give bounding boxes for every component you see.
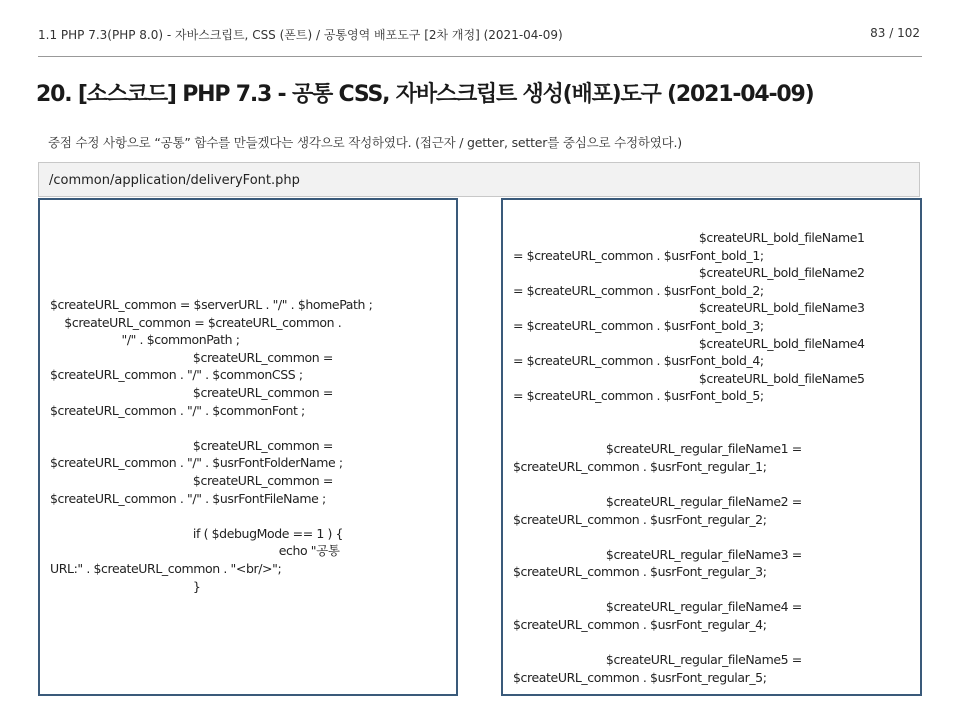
file-path-bar: /common/application/deliveryFont.php bbox=[38, 162, 920, 197]
code-line: $createURL_common = bbox=[50, 384, 333, 400]
code-line: $createURL_common = bbox=[50, 349, 333, 365]
code-line bbox=[50, 419, 452, 437]
code-panel-right bbox=[501, 198, 922, 696]
code-line: echo "공통 bbox=[50, 543, 340, 559]
header-breadcrumb: 1.1 PHP 7.3(PHP 8.0) - 자바스크립트, CSS (폰트) / 공통영역 배포도구 [2차 개정] (2021-04-09) bbox=[38, 28, 563, 42]
code-line: = $createURL_common . $usrFont_bold_4; bbox=[513, 353, 764, 369]
code-line: $createURL_common . $usrFont_regular_1; bbox=[513, 458, 767, 474]
code-line: $createURL_common = bbox=[50, 472, 333, 488]
code-line: $createURL_common . $usrFont_regular_4; bbox=[513, 617, 767, 633]
code-line bbox=[513, 634, 916, 652]
code-line: } bbox=[50, 578, 201, 594]
code-panel-left bbox=[38, 198, 458, 696]
code-line: if ( $debugMode == 1 ) { bbox=[50, 525, 344, 541]
code-line: $createURL_common . $usrFont_regular_2; bbox=[513, 511, 767, 527]
code-line: $createURL_regular_fileName1 = bbox=[513, 441, 802, 457]
code-line bbox=[513, 475, 916, 493]
code-line: $createURL_bold_fileName2 bbox=[513, 265, 865, 281]
code-line: = $createURL_common . $usrFont_bold_3; bbox=[513, 317, 764, 333]
code-line: $createURL_common . $usrFont_regular_5; bbox=[513, 669, 767, 685]
code-line: URL:" . $createURL_common . "<br/>"; bbox=[50, 560, 282, 576]
code-line bbox=[513, 423, 916, 441]
code-line: $createURL_bold_fileName3 bbox=[513, 300, 865, 316]
code-line: $createURL_common = $createURL_common . bbox=[50, 314, 342, 330]
header-divider bbox=[38, 56, 922, 57]
code-line: $createURL_regular_fileName3 = bbox=[513, 546, 802, 562]
code-line: $createURL_common . $usrFont_regular_3; bbox=[513, 564, 767, 580]
code-line: $createURL_bold_fileName4 bbox=[513, 335, 865, 351]
intro-text: 중점 수정 사항으로 “공통” 함수를 만들겠다는 생각으로 작성하였다. (접근자 / getter, setter를 중심으로 수정하였다.) bbox=[48, 135, 682, 150]
code-line: $createURL_common . "/" . $commonFont ; bbox=[50, 402, 305, 418]
code-line bbox=[513, 528, 916, 546]
code-line: $createURL_bold_fileName5 bbox=[513, 370, 865, 386]
code-line: $createURL_common . "/" . $usrFontFileName ; bbox=[50, 490, 326, 506]
code-line: = $createURL_common . $usrFont_bold_5; bbox=[513, 388, 764, 404]
code-line: = $createURL_common . $usrFont_bold_1; bbox=[513, 247, 764, 263]
code-line: $createURL_regular_fileName5 = bbox=[513, 652, 802, 668]
code-line: = $createURL_common . $usrFont_bold_2; bbox=[513, 282, 764, 298]
code-line: $createURL_common = bbox=[50, 437, 333, 453]
code-line: $createURL_regular_fileName2 = bbox=[513, 493, 802, 509]
page-number: 83 / 102 bbox=[870, 26, 920, 40]
code-line: "/" . $commonPath ; bbox=[50, 332, 240, 348]
code-line bbox=[513, 405, 916, 423]
code-line: $createURL_regular_fileName4 = bbox=[513, 599, 802, 615]
code-line: $createURL_common . "/" . $usrFontFolderName ; bbox=[50, 455, 343, 471]
code-line bbox=[513, 581, 916, 599]
code-line: $createURL_bold_fileName1 bbox=[513, 230, 865, 245]
code-line bbox=[50, 507, 452, 525]
page-title: 20. [소스코드] PHP 7.3 - 공통 CSS, 자바스크립트 생성(배포)도구 (2021-04-09) bbox=[36, 82, 814, 107]
code-line: $createURL_common . "/" . $commonCSS ; bbox=[50, 367, 303, 383]
code-line: $createURL_common = $serverURL . "/" . $homePath ; bbox=[50, 297, 373, 312]
